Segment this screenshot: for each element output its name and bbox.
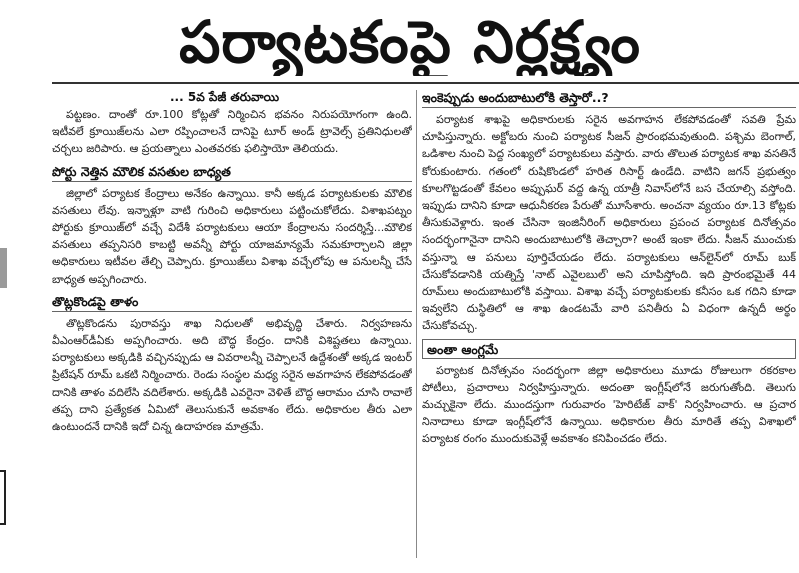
continuation-label: ... 5వ పేజీ తరువాయి (170, 90, 280, 104)
subhead-all-english: అంతా ఆంగ్లమే (422, 339, 796, 359)
headline-rule (52, 82, 799, 84)
thotlakonda-paragraph: తొట్లకొండను పురావస్తు శాఖ నిధులతో అభివృద్ధి చేశారు. నిర్వహణను వీఎంఆర్‌డీఏకు అప్పగించారు. అది బౌద్ధ కేంద్రం. దానికి విశిష్టతలు ఉన్నాయి. పర్యాటకులు అక్కడికి వచ్చినప్పుడు ఆ వివరాలన్నీ చెప్పాలనే ఉద్దేశంతో అక్కడ ఇంటర్ ప్రిటేషన్ రూమ్ ఒకటి నిర్మించారు. రెండు సంస్థల మధ్య సరైన అవగాహన లేకపోవడంతో దానికి తాళం వదిలేసి వదిలేశారు. అక్కడికి ఎవరైనా వెళితే బౌద్ధ ఆరామం చూసి రావాలే తప్ప దాని ప్రత్యేకత ఏమిటో తెలుసుకునే అవకాశం లేదు. అధికారుల తీరు ఎలా ఉంటుందనే దానికి ఇదో చిన్న ఉదాహరణ మాత్రమే. (52, 316, 412, 434)
adjacent-clipping-box (0, 470, 6, 525)
intro-paragraph: పట్టణం. దాంతో రూ.100 కోట్లతో నిర్మించిన భవనం నిరుపయోగంగా ఉంది. ఇటీవలే క్రూయిజ్‌లను ఎలా రప్పించాలనే దానిపై టూర్ అండ్ ట్రావెల్స్ ప్రతినిధులతో చర్చలు జరిపారు. ఆ ప్రయత్నాలు ఎంతవరకు ఫలిస్తాయో తెలియదు. (52, 108, 412, 156)
right-column (422, 88, 796, 558)
headline: పర్యాటకంపై నిర్లక్ష్యం (179, 8, 641, 76)
adjacent-clipping-edge (0, 248, 7, 288)
column-divider (416, 90, 417, 558)
left-column (52, 88, 412, 558)
port-infrastructure-paragraph: జిల్లాలో పర్యాటక కేంద్రాలు అనేకం ఉన్నాయి. కానీ అక్కడ పర్యాటకులకు మౌలిక వసతులు లేవు. ఇన్నాళ్లూ వాటి గురించి అధికారులు పట్టించుకోలేదు. విశాఖపట్నం పోర్టుకు క్రూయిజ్‌లో వచ్చే విదేశీ పర్యాటకులు ఆయా కేంద్రాలను సందర్శిస్తే...మౌలిక వసతులు తప్పనిసరి కాబట్టి అవన్నీ పోర్టు యాజమాన్యమే సమకూర్చాలని జిల్లా అధికారులు ఇటీవల తేల్చి చెప్పారు. క్రూయిజ్‌లు విశాఖ వచ్చేలోపు ఆ పనులన్నీ చేసే బాధ్యత అప్పగించారు. (52, 186, 412, 286)
subhead-port-infrastructure: పోర్టు నెత్తిన మౌలిక వసతుల బాధ్యత (52, 162, 412, 182)
subhead-when-available: ఇంకెప్పుడు అందుబాటులోకి తెస్తారో..? (422, 88, 796, 108)
all-english-paragraph: పర్యాటక దినోత్సవం సందర్భంగా జిల్లా అధికారులు మూడు రోజులుగా రకరకాల పోటీలు, ప్రచారాలు నిర్వహిస్తున్నారు. అదంతా ఇంగ్లీష్‌లోనే జరుగుతోంది. తెలుగు మచ్చుకైనా లేదు. ముందస్తుగా గురువారం 'హెరిటేజ్ వాక్' నిర్వహించారు. ఆ ప్రచార నినాదాలు కూడా ఇంగ్లీష్‌లోనే ఉన్నాయి. అధికారుల తీరు మారితే తప్ప విశాఖలో పర్యాటక రంగం ముందుకువెళ్లే అవకాశం కనిపించడం లేదు. (422, 363, 796, 446)
when-available-paragraph: పర్యాటక శాఖపై అధికారులకు సరైన అవగాహన లేకపోవడంతో సవతి ప్రేమ చూపిస్తున్నారు. అక్టోబరు నుంచి పర్యాటక సీజన్ ప్రారంభమవుతుంది. పశ్చిమ బెంగాల్, ఒడిశాల నుంచి పెద్ద సంఖ్యలో పర్యాటకులు వస్తారు. వారు తొలుత పర్యాటక శాఖ వసతినే కోరుకుంటారు. గతంలో రుషికొండలో హరిత రిసార్ట్ ఉండేది. వాటిని జగన్ ప్రభుత్వం కూలగొట్టడంతో కేవలం అప్పుఘర్ వద్ద ఉన్న యాత్రీ నివాస్‌లోనే బస చేయాల్సి వస్తోంది. ఇప్పుడు దానిని కూడా ఆధునీకరణ పేరుతో మూసేశారు. అంచనా వ్యయం రూ.13 కోట్లకు తీసుకువెళ్లారు. ఇంత చేసినా ఇంజినీరింగ్ అధికారులు ప్రపంచ పర్యాటక దినోత్సవం సందర్భంగానైనా దానిని అందుబాటులోకి తెచ్చారా? అంటే ఇంకా లేదు. సీజన్ ముంచుకు వస్తున్నా ఆ పనులు పూర్తిచేయడం లేదు. పర్యాటకులు ఆన్‌లైన్‌లో రూమ్ బుక్ చేసుకోవడానికి యత్నిస్తే 'నాట్ ఎవైలబుల్' అని చూపిస్తోంది. ఇది ప్రారంభమైతే 44 రూమ్‌లు అందుబాటులోకి వస్తాయి. విశాఖ వచ్చే పర్యాటకులకు కనీసం ఒక గదిని కూడా ఇవ్వలేని దుస్థితిలో ఆ శాఖ ఉండటమే వారి పనితీరు ఏ విధంగా ఉన్నదీ అర్థం చేసుకోవచ్చు. (422, 113, 796, 333)
subhead-thotlakonda: తొట్లకొండపై తాళం (52, 292, 412, 312)
